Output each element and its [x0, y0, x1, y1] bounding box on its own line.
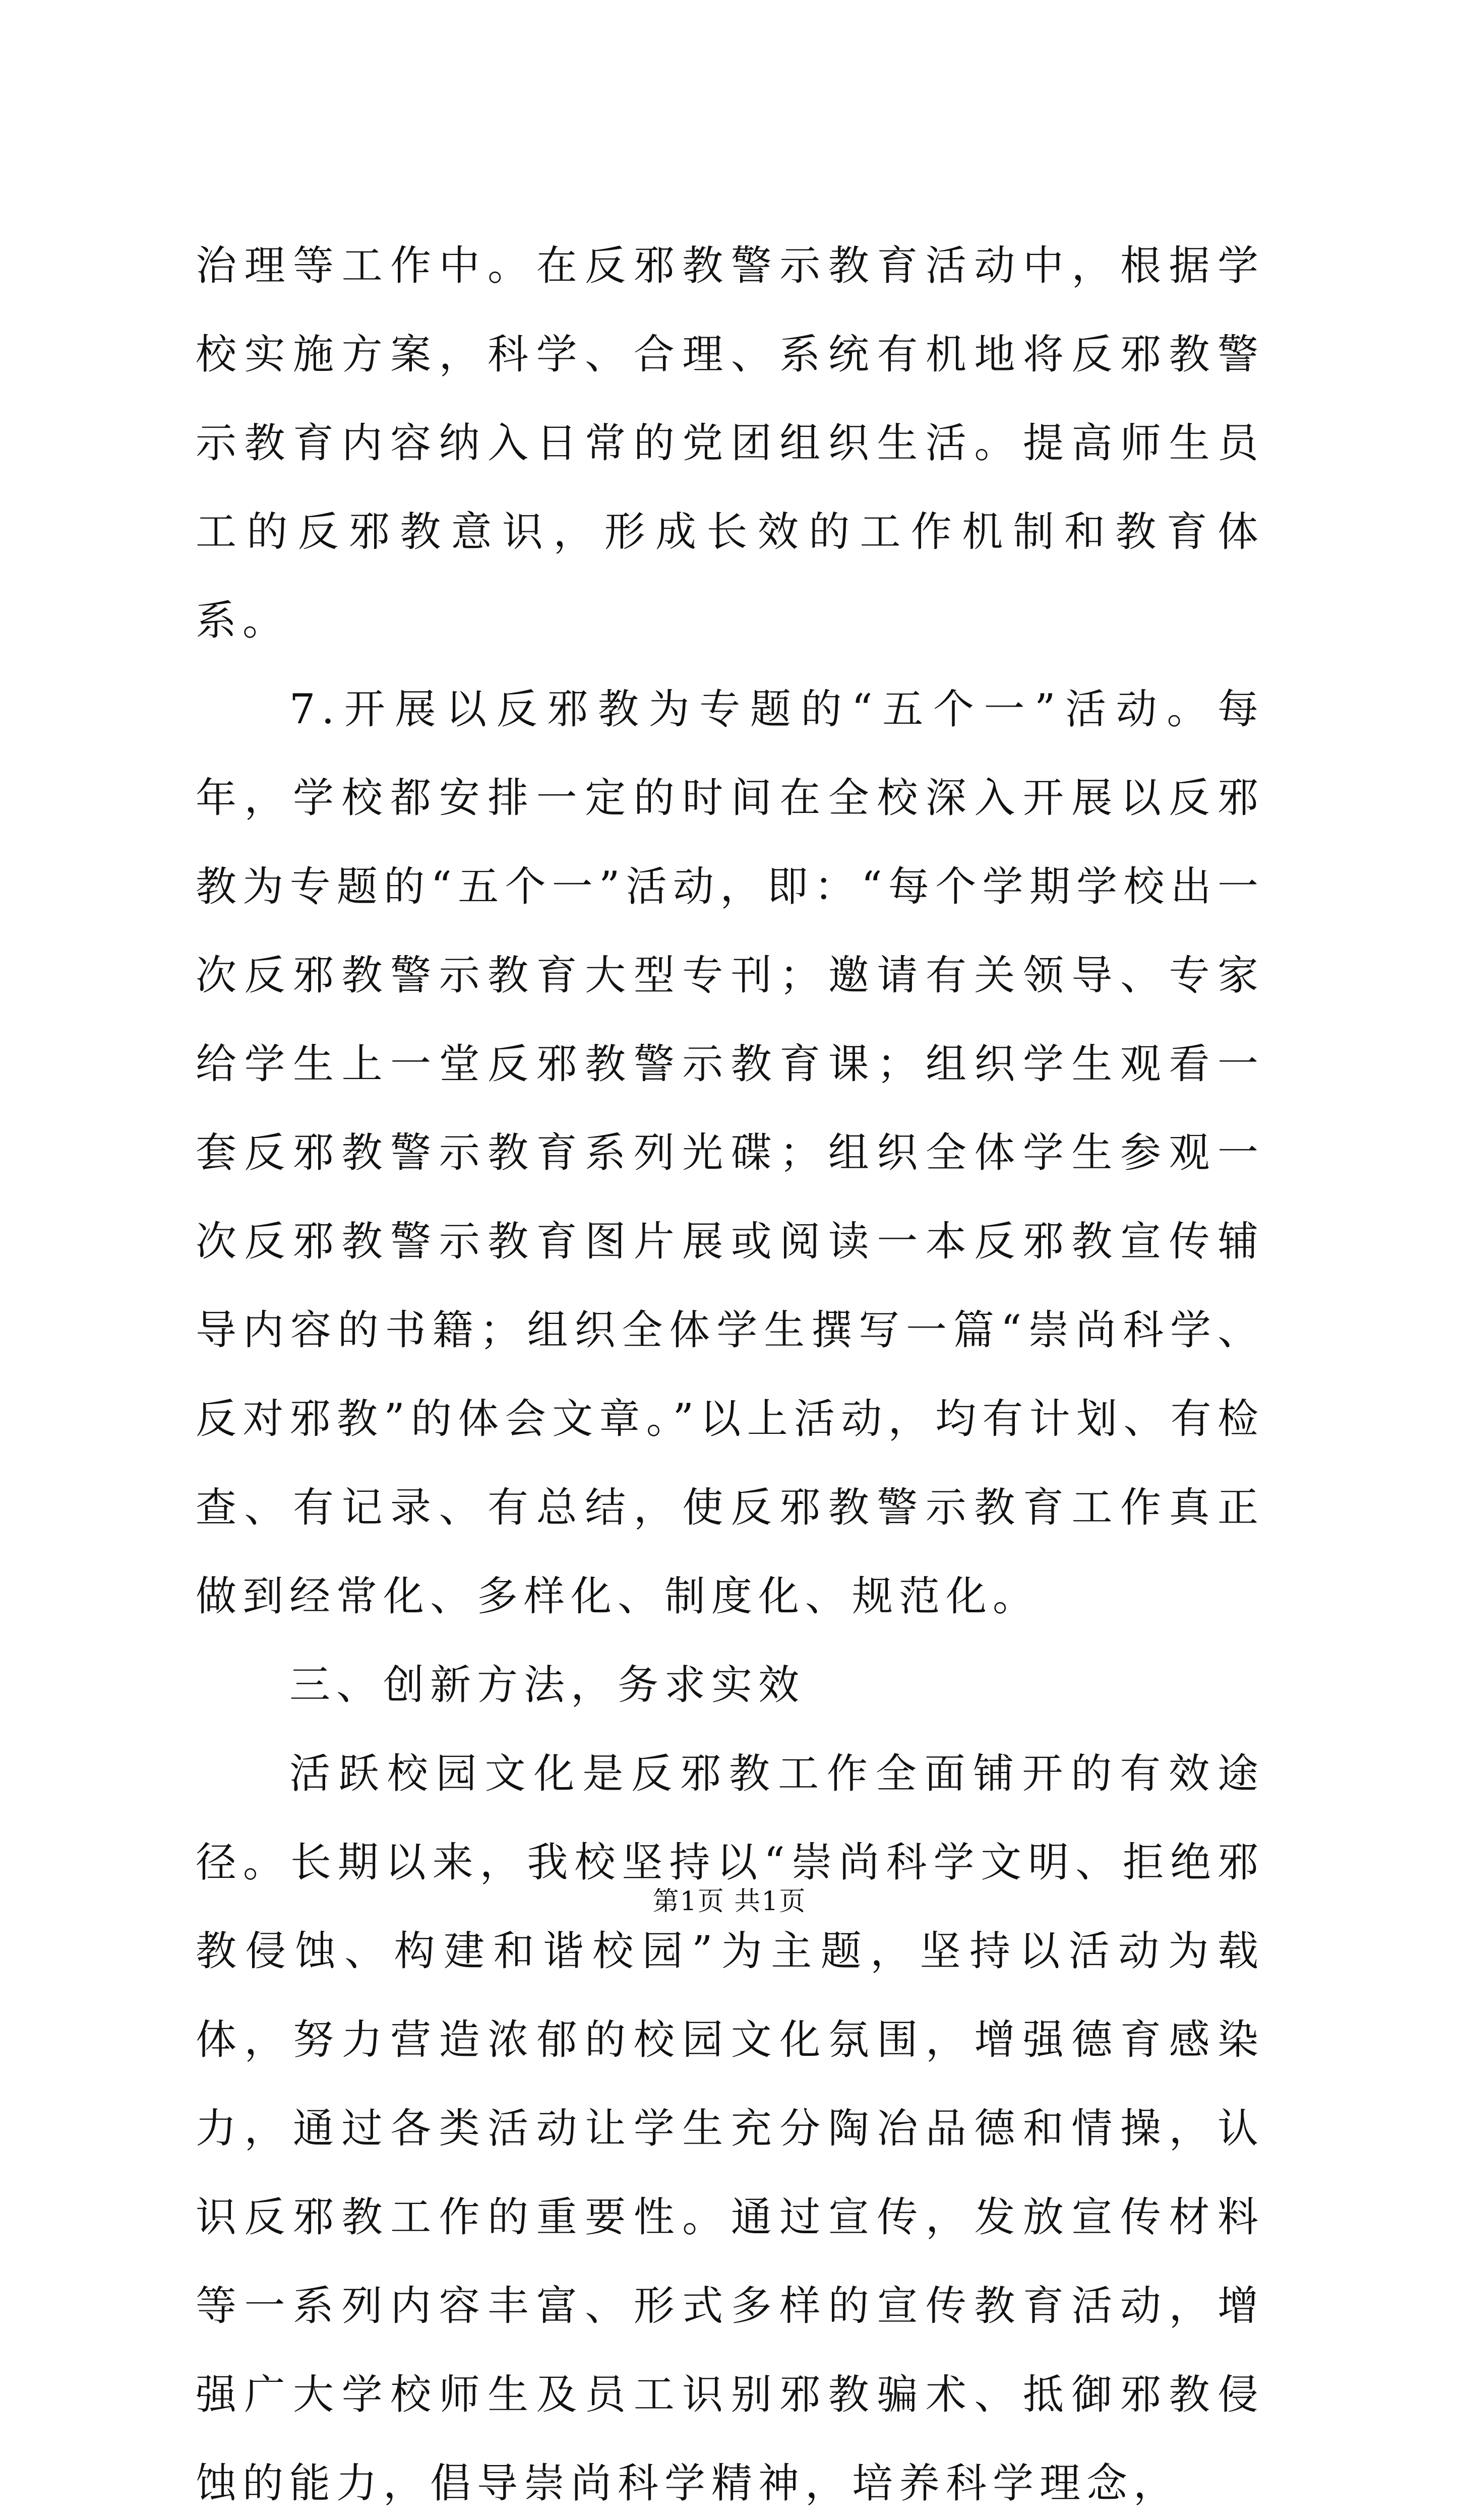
paragraph-2: 7.开展以反邪教为专题的“五个一”活动。每年，学校都安排一定的时间在全校深入开展以反邪教为专题的“五个一”活动，即：“每个学期学校出一次反邪教警示教育大型专刊；邀请有关领导、专家给学生上一堂反邪教警示教育课；组织学生观看一套反邪教警示教育系列光碟；组织全体学生参观一次反邪教警示教育图片展或阅读一本反邪教宣传辅导内容的书籍；组织全体学生撰写一篇“崇尚科学、反对邪教”的体会文章。”以上活动，均有计划、有检查、有记录、有总结，使反邪教警示教育工作真正做到经常化、多样化、制度化、规范化。 [196, 686, 1264, 1620]
section-heading: 三、创新方法，务求实效 [289, 1662, 806, 1709]
document-body [196, 222, 1264, 2520]
page-footer: 第1页 共1页 [652, 1886, 807, 1917]
paragraph-1: 治理等工作中。在反邪教警示教育活动中，根据学校实施方案，科学、合理、系统有机地将反邪教警示教育内容纳入日常的党团组织生活。提高师生员工的反邪教意识，形成长效的工作机制和教育体系。 [196, 242, 1264, 645]
paragraph-3: 活跃校园文化是反邪教工作全面铺开的有效途径。长期以来，我校坚持以“崇尚科学文明、拒绝邪教侵蚀、构建和谐校园”为主题，坚持以活动为载体，努力营造浓郁的校园文化氛围，增强德育感染力，通过各类活动让学生充分陶冶品德和情操，认识反邪教工作的重要性。通过宣传，发放宣传材料等一系列内容丰富、形式多样的宣传教育活动，增强广大学校师生及员工识别邪教骗术、抵御邪教侵蚀的能力，倡导崇尚科学精神，培养科学理念， [196, 1750, 1264, 2507]
